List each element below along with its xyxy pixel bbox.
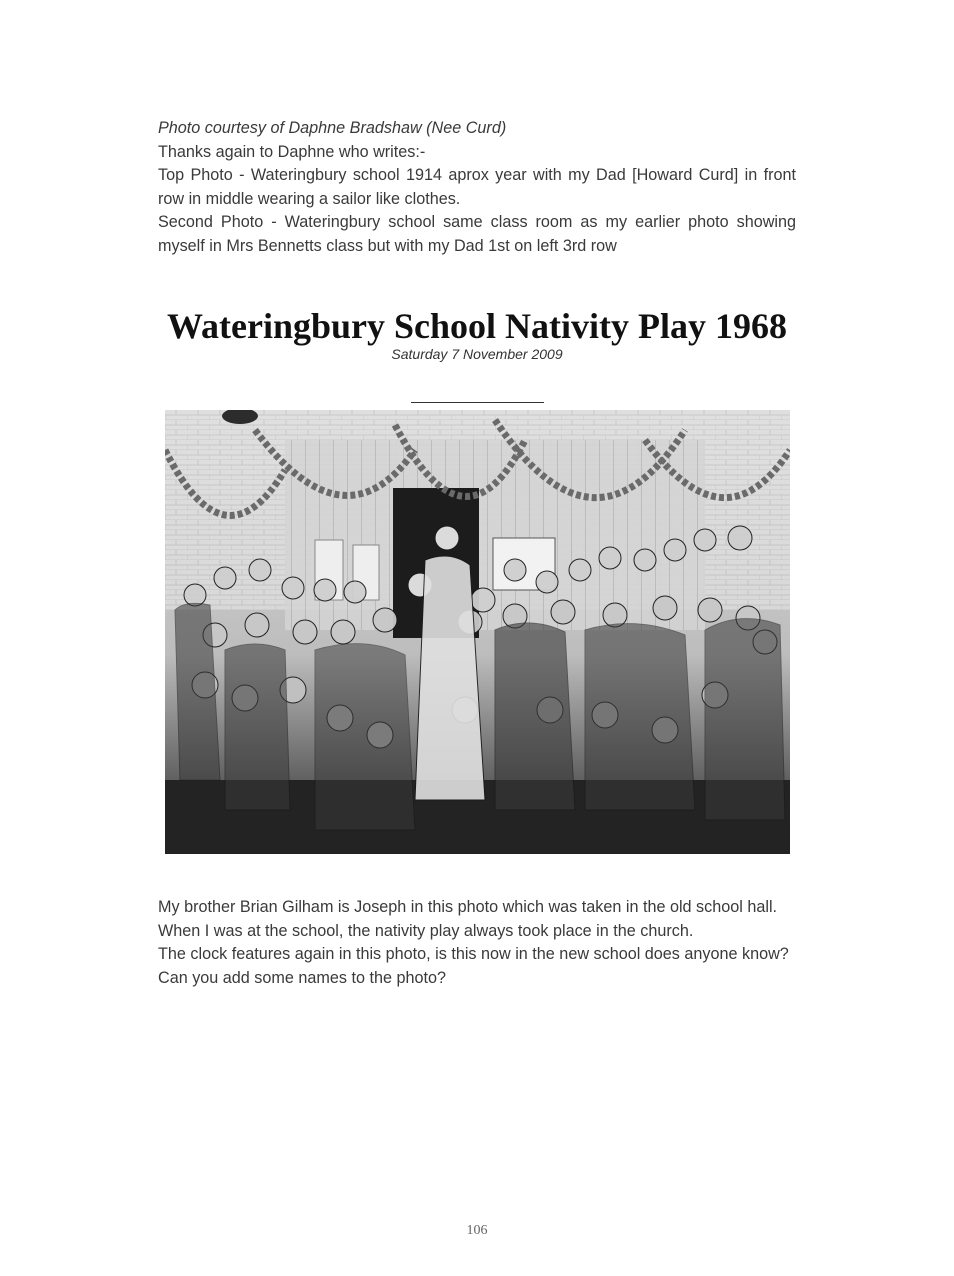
body-line-3: The clock features again in this photo, is this now in the new school does anyone know? xyxy=(158,945,789,963)
intro-text xyxy=(158,117,796,258)
title-divider xyxy=(411,402,544,403)
second-photo-description: Second Photo - Wateringbury school same class room as my earlier photo showing myself in Mrs Bennetts class but with my Dad 1st on left 3rd row xyxy=(158,213,796,255)
photo-credit: Photo courtesy of Daphne Bradshaw (Nee Curd) xyxy=(158,119,507,137)
body-line-2: When I was at the school, the nativity play always took place in the church. xyxy=(158,921,694,940)
article-date: Saturday 7 November 2009 xyxy=(391,346,563,362)
body-line-4: Can you add some names to the photo? xyxy=(158,968,446,987)
body-line-1: My brother Brian Gilham is Joseph in this photo which was taken in the old school hall. xyxy=(158,898,778,916)
top-photo-description: Top Photo - Wateringbury school 1914 aprox year with my Dad [Howard Curd] in front row in middle wearing a sailor like clothes. xyxy=(158,166,796,208)
article-title: Wateringbury School Nativity Play 1968 xyxy=(167,306,787,346)
nativity-group-photo xyxy=(165,410,790,854)
body-text xyxy=(158,896,796,990)
page-number: 106 xyxy=(466,1223,488,1238)
thanks-line: Thanks again to Daphne who writes:- xyxy=(158,142,426,161)
